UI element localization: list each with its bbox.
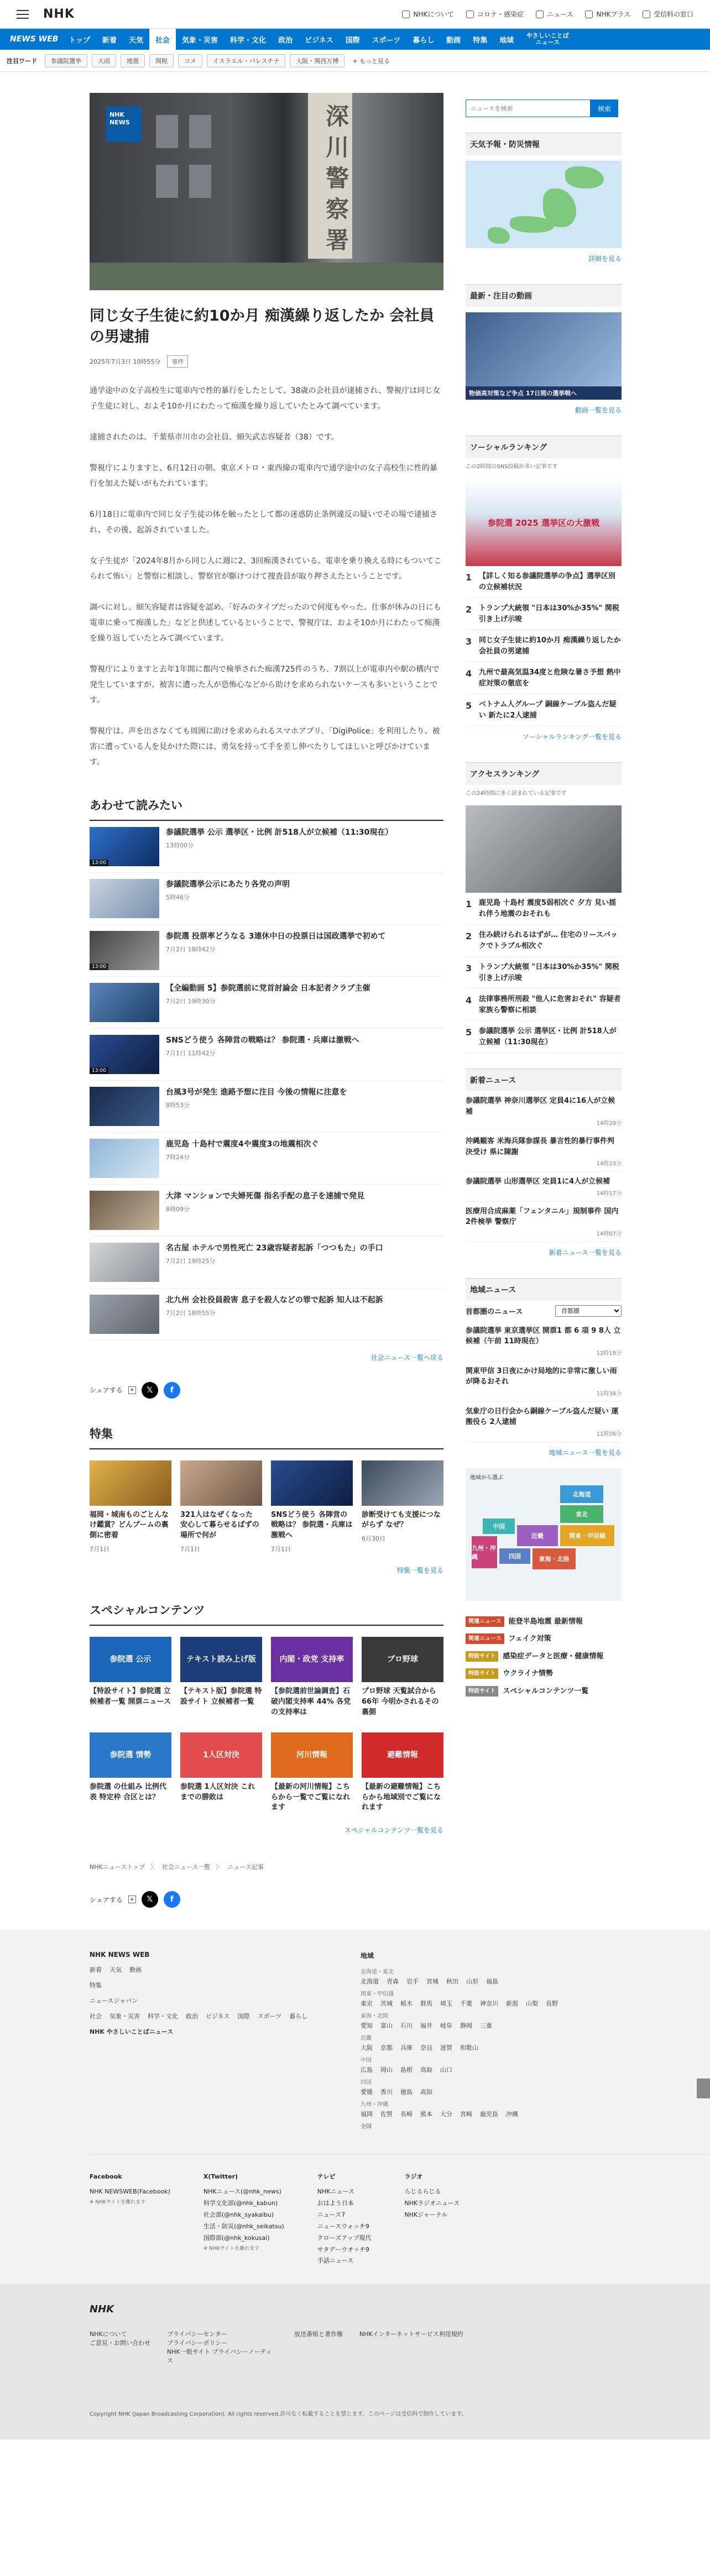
features-more-link[interactable]: 特集一覧を見る bbox=[396, 1567, 443, 1575]
region-tohoku[interactable]: 東北 bbox=[560, 1505, 604, 1523]
related-thumb: 13:00 bbox=[90, 827, 159, 866]
region-kinki[interactable]: 近畿 bbox=[516, 1525, 558, 1547]
footer-region-group bbox=[361, 2055, 587, 2074]
header-link-plus[interactable]: NHKプラス bbox=[585, 9, 630, 19]
footer-link[interactable]: 静岡 bbox=[460, 2022, 472, 2030]
footer-link[interactable]: 科学文化部(@nhk_kabun) bbox=[203, 2199, 278, 2207]
article-body bbox=[90, 383, 443, 770]
footer-link[interactable]: 新着 bbox=[90, 1966, 102, 1974]
footer-link[interactable]: 福島 bbox=[486, 1978, 498, 1986]
footer-region-group bbox=[361, 1989, 587, 2008]
latest-video-thumb[interactable]: 物価高対策など争点 17日間の選挙戦へ bbox=[466, 312, 622, 400]
new-news-box bbox=[466, 1069, 622, 1263]
link-icon bbox=[643, 11, 650, 18]
footer-link[interactable]: 宮崎 bbox=[460, 2111, 472, 2118]
feature-link[interactable]: 特設サイト 感染症データと医療・健康情報 bbox=[466, 1648, 622, 1666]
footer-link[interactable]: 生活・防災(@nhk_seikatsu) bbox=[203, 2222, 284, 2230]
footer-link[interactable]: 青森 bbox=[387, 1978, 399, 1986]
footer-link[interactable]: 全国 bbox=[361, 2124, 372, 2130]
article-paragraph: 警視庁は、声を出さなくても周囲に助けを求められるスマホアプリ、「DigiPolice」を利用したり、被害に遭っている人を見かけた際には、勇気を持って手を差し伸べたりしてほしいと呼びかけています。 bbox=[90, 726, 440, 767]
feature-link[interactable]: 特設サイト スペシャルコンテンツ一覧 bbox=[466, 1683, 622, 1700]
footer-region-group-name: 中国 bbox=[361, 2057, 372, 2064]
footer-region-groups bbox=[361, 1967, 587, 2118]
footer-region-group-name: 北海道・東北 bbox=[361, 1969, 394, 1976]
footer-link[interactable]: 徳島 bbox=[400, 2088, 413, 2096]
header-links bbox=[402, 9, 693, 19]
x-share-icon[interactable]: 𝕏 bbox=[142, 1382, 158, 1399]
related-item[interactable]: 13:00 SNSどう使う 各陣営の戦略は？ 参院選・兵庫は激戦へ 7月1日 11時42分 bbox=[90, 1029, 443, 1081]
footer-link[interactable]: NHKラジオニュース bbox=[404, 2199, 460, 2207]
footer-link[interactable]: 奈良 bbox=[420, 2044, 432, 2052]
footer-link[interactable]: クローズアップ現代 bbox=[317, 2234, 372, 2242]
footer-link[interactable]: ニュース7 bbox=[317, 2211, 346, 2218]
search-button[interactable]: 検索 bbox=[591, 100, 618, 117]
nav-brand[interactable]: NEWS WEB bbox=[10, 35, 59, 44]
footer bbox=[0, 1930, 710, 2284]
weather-more-link[interactable]: 詳細を見る bbox=[588, 255, 622, 263]
related-heading: あわせて読みたい bbox=[90, 797, 443, 821]
footer-link[interactable]: 京都 bbox=[380, 2044, 393, 2052]
footer-link[interactable]: 特集 bbox=[90, 1982, 102, 1989]
footer-link[interactable]: 東京 bbox=[361, 2000, 373, 2008]
news-item[interactable]: 参議院選挙 山形選挙区 定員1に4人が立候補 14時17分 bbox=[466, 1172, 622, 1202]
related-thumb bbox=[90, 1139, 159, 1178]
footer-link[interactable]: 動画 bbox=[129, 1966, 142, 1974]
footer-link[interactable]: らじるらじる bbox=[404, 2188, 441, 2196]
related-item[interactable]: 北九州 会社役員殺害 息子を殺人などの罪で起訴 知人は不起訴 7月2日 18時55分 bbox=[90, 1289, 443, 1341]
nav-item-politics[interactable]: 政治 bbox=[278, 36, 293, 45]
footer-link[interactable]: ビジネス bbox=[206, 2013, 230, 2020]
footer-link[interactable]: ニュースウォッチ9 bbox=[317, 2222, 369, 2230]
footer-link[interactable]: 愛媛 bbox=[361, 2088, 373, 2096]
keyword-chip[interactable]: 大阪・関西万博 bbox=[290, 54, 344, 67]
footer-link[interactable]: サタデーウオッチ9 bbox=[317, 2245, 369, 2253]
footer-link[interactable]: 放送番組と著作権 bbox=[294, 2331, 343, 2338]
footer-social bbox=[90, 2154, 710, 2284]
police-sign: 深川警察署 bbox=[308, 93, 352, 259]
nav-item-weather[interactable]: 天気 bbox=[129, 36, 144, 45]
special-card[interactable]: 参院選 情勢 参院選 の仕組み 比例代表 特定枠 合区とは？ bbox=[90, 1732, 171, 1814]
plus-icon[interactable]: + bbox=[128, 1386, 136, 1394]
regional-news-list bbox=[466, 1321, 622, 1442]
footer-link[interactable]: 滋賀 bbox=[440, 2044, 452, 2052]
article-paragraph: 女子生徒が「2024年8月から同じ人に週に2、3回痴漢されている。電車を乗り換える時にもついてこられて怖い」と警察に相談し、警察官が駆けつけて捜査員が取り押さえたということです。 bbox=[90, 556, 442, 581]
footer-heading: NHK NEWS WEB bbox=[90, 1951, 150, 1959]
keyword-chip[interactable]: 参議院選挙 bbox=[45, 54, 87, 67]
related-thumb bbox=[90, 1087, 159, 1126]
social-ranking-box bbox=[466, 436, 622, 747]
menu-icon[interactable] bbox=[17, 10, 29, 19]
region-chugoku[interactable]: 中国 bbox=[482, 1518, 515, 1535]
footer-link[interactable]: 天気 bbox=[109, 1966, 122, 1974]
breadcrumb-item: ニュース記事 bbox=[227, 1863, 264, 1871]
footer-link[interactable]: 長崎 bbox=[400, 2111, 413, 2118]
nav-item-international[interactable]: 国際 bbox=[345, 36, 360, 45]
ranking-item[interactable]: 4 法律事務所刑殺 "他人に危害おそれ" 容疑者家族ら警察に相談 bbox=[466, 989, 622, 1021]
footer-region-group bbox=[361, 2077, 587, 2096]
related-thumb: 13:00 bbox=[90, 931, 159, 970]
footer-region-group-name: 四国 bbox=[361, 2080, 372, 2086]
news-item[interactable]: 参議院選挙 神奈川選挙区 定員4に16人が立候補 14時29分 bbox=[466, 1091, 622, 1132]
footer-link[interactable]: ご意見・お問い合わせ bbox=[90, 2339, 150, 2347]
footer-link[interactable]: プライバシーセンター bbox=[167, 2331, 227, 2338]
footer-corporate-links bbox=[90, 2329, 710, 2365]
footer-link[interactable]: プライバシーポリシー bbox=[167, 2339, 228, 2347]
nav-item-new[interactable]: 新着 bbox=[102, 36, 117, 45]
footer-link[interactable]: 鹿児島 bbox=[480, 2111, 498, 2118]
special-grid bbox=[90, 1637, 443, 1813]
keyword-more-button[interactable]: + もっと見る bbox=[352, 57, 390, 65]
footer-region-group bbox=[361, 1967, 587, 1986]
footer-region-group-name: 東海・北陸 bbox=[361, 2013, 388, 2020]
link-icon bbox=[536, 11, 544, 18]
related-item[interactable]: 参議院選挙公示にあたり各党の声明 5時46分 bbox=[90, 873, 443, 925]
footer-link[interactable]: 暮らし bbox=[289, 2013, 308, 2020]
access-thumb[interactable] bbox=[466, 805, 622, 893]
footer-link[interactable]: 島根 bbox=[400, 2066, 413, 2074]
related-item[interactable]: 【全編動画 5】参院選前に党首討論会 日本記者クラブ主催 7月2日 19時30分 bbox=[90, 977, 443, 1029]
feature-link[interactable]: 関連ニュース フェイク対策 bbox=[466, 1630, 622, 1648]
footer-link[interactable]: 手話ニュース bbox=[317, 2257, 354, 2265]
footer-link[interactable]: 福井 bbox=[420, 2022, 432, 2030]
special-card[interactable]: テキスト読み上げ版 【テキスト版】参院選 特設サイト 立候補者一覧 bbox=[180, 1637, 262, 1718]
article-title: 同じ女子生徒に約10か月 痴漢繰り返したか 会社員の男逮捕 bbox=[90, 307, 435, 345]
link-icon bbox=[585, 11, 593, 18]
nav-item-life[interactable]: 暮らし bbox=[413, 36, 435, 45]
ranking-item[interactable]: 5 参議院選挙 公示 選挙区・比例 計518人が立候補（11:30現在） bbox=[466, 1021, 622, 1053]
feature-card[interactable]: 診断受けても支援につながらず なぜ？ 6月30日 bbox=[362, 1460, 443, 1554]
special-card[interactable]: 1人区対決 参院選 1人区対決 これまでの勝敗は bbox=[180, 1732, 262, 1814]
article-tag[interactable]: 事件 bbox=[167, 355, 188, 368]
article-paragraph: 調べに対し、細矢容疑者は容疑を認め、「好みのタイプだったので何度もやった。仕事が休みの日にも電車に乗って痴漢した」などと供述しているということで、警視庁は、およそ10か月にわたって痴漢を繰り返していたとみて調べています。 bbox=[90, 603, 441, 643]
footer-link[interactable]: 宮城 bbox=[426, 1978, 438, 1986]
footer-link[interactable]: 科学・文化 bbox=[148, 2013, 178, 2020]
share-bar bbox=[90, 1382, 443, 1399]
article-date: 2025年7月3日 10時55分 bbox=[90, 358, 161, 365]
related-more-link[interactable]: 社会ニュース一覧へ戻る bbox=[370, 1353, 443, 1362]
keyword-label: 注目ワード bbox=[7, 57, 37, 65]
nhk-news-badge: NHK NEWS bbox=[106, 107, 142, 142]
share-bar-bottom bbox=[90, 1891, 443, 1908]
nav-item-easy[interactable]: やさしいことば ニュース bbox=[526, 32, 569, 46]
footer-link[interactable]: 千葉 bbox=[460, 2000, 472, 2008]
special-card[interactable]: 参院選 公示 【特設サイト】参院選 立候補者一覧 開票ニュース bbox=[90, 1637, 171, 1718]
social-banner[interactable]: 参院選 2025 選挙区の大激戦 bbox=[466, 479, 622, 566]
footer-x: X(Twitter) NHKニュース(@nhk_news) 科学文化部(@nhk_kabun) 社会部(@nhk_syakaibu) 生活・防災(@nhk_seikatsu) 国際部(@nhk_kokusai) ※ NHKサイトを離れます bbox=[203, 2173, 284, 2252]
footer-link[interactable]: NHKインターネットサービス利用規約 bbox=[359, 2331, 463, 2338]
footer-region-links bbox=[361, 1951, 587, 2132]
access-ranking-box bbox=[466, 762, 622, 1053]
ranking-item[interactable]: 3 トランプ大統領 "日本は30%か35%" 関税引き上げ示唆 bbox=[466, 957, 622, 989]
footer-link[interactable]: 広島 bbox=[361, 2066, 373, 2074]
footer-heading: 地域 bbox=[361, 1952, 374, 1960]
article-paragraph: 通学途中の女子高校生に電車内で性的暴行をしたとして、38歳の会社員が逮捕され、警視庁は同じ女子生徒に対し、およそ10か月にわたって痴漢を繰り返していたとみて調べています。 bbox=[90, 386, 441, 411]
ranking-item[interactable]: 5 ベトナム人グループ 銅線ケーブル盗んだ疑い 新たに2人逮捕 bbox=[466, 694, 622, 726]
share-label: シェアする bbox=[90, 1386, 123, 1395]
ranking-item[interactable]: 2 トランプ大統領 "日本は30%か35%" 関税引き上げ示唆 bbox=[466, 598, 622, 630]
footer-link[interactable]: 岐阜 bbox=[440, 2022, 452, 2030]
footer-link[interactable]: 岡山 bbox=[380, 2066, 393, 2074]
special-card[interactable]: プロ野球 プロ野球 天覧試合から66年 今明かされるその裏側 bbox=[362, 1637, 443, 1718]
latest-more-link[interactable]: 動画一覧を見る bbox=[575, 406, 622, 414]
related-item[interactable]: 名古屋 ホテルで男性死亡 23歳容疑者起訴「つつもた」の手口 7月2日 19時25分 bbox=[90, 1237, 443, 1289]
region-kanto[interactable]: 関東・甲信越 bbox=[560, 1525, 615, 1547]
social-ranking-list bbox=[466, 566, 622, 726]
footer-nhk-logo[interactable]: NHK bbox=[90, 2303, 114, 2316]
special-card[interactable]: 避難情報 【最新の避難情報】こちらから地域別でご覧になれます bbox=[362, 1732, 443, 1814]
feature-card[interactable]: 321人はなぜくなった 安心して暮らせるばずの場所で何が 7月1日 bbox=[180, 1460, 262, 1554]
footer-link[interactable]: NHK一般サイト プライバシーノーティス bbox=[167, 2348, 272, 2365]
news-item[interactable]: 関東甲信 3日夜にかけ局地的に非常に激しい雨が降るおそれ 11時38分 bbox=[466, 1362, 622, 1402]
access-heading: アクセスランキング bbox=[466, 763, 622, 785]
keyword-chip[interactable]: コメ bbox=[178, 54, 202, 67]
link-icon bbox=[402, 11, 410, 18]
article-hero-image bbox=[90, 93, 443, 290]
nav-item-disaster[interactable]: 気象・災害 bbox=[182, 36, 218, 45]
footer-link[interactable]: NHKニュース bbox=[317, 2188, 354, 2196]
footer-link[interactable]: 和歌山 bbox=[460, 2044, 478, 2052]
footer-link[interactable]: 岩手 bbox=[406, 1978, 419, 1986]
latest-heading: 最新・注目の動画 bbox=[466, 285, 622, 307]
footer-link[interactable]: 兵庫 bbox=[400, 2044, 413, 2052]
footer-link[interactable]: ニュースジャパン bbox=[90, 1997, 138, 2005]
weather-map[interactable] bbox=[466, 161, 622, 248]
sidebar bbox=[466, 72, 622, 1908]
related-thumb: 13:00 bbox=[90, 1035, 159, 1074]
keyword-chip[interactable]: 大雨 bbox=[92, 54, 116, 67]
nav-item-top[interactable]: トップ bbox=[69, 36, 90, 45]
special-card[interactable]: 内閣・政党 支持率 【参院選前世論調査】石破内閣支持率 44% 各党の支持率は bbox=[271, 1637, 353, 1718]
breadcrumb-item[interactable]: NHKニューストップ bbox=[90, 1863, 145, 1871]
footer-link[interactable]: 福岡 bbox=[361, 2111, 373, 2118]
main-column bbox=[90, 72, 443, 1908]
share-label: シェアする bbox=[90, 1896, 123, 1904]
features-grid bbox=[90, 1460, 443, 1554]
nav-item-sports[interactable]: スポーツ bbox=[372, 36, 401, 45]
feature-link[interactable]: 関連ニュース 能登半島地震 最新情報 bbox=[466, 1613, 622, 1631]
footer-link[interactable]: 沖縄 bbox=[506, 2111, 518, 2118]
keyword-bar bbox=[0, 50, 710, 72]
footer-link[interactable]: NHK やさしいことばニュース bbox=[90, 2028, 174, 2036]
facebook-share-icon[interactable]: f bbox=[164, 1891, 180, 1908]
article-paragraph: 逮捕されたのは、千葉県市川市の会社員、細矢武志容疑者（38）です。 bbox=[90, 432, 339, 442]
footer-link[interactable]: 山口 bbox=[440, 2066, 452, 2074]
news-item[interactable]: 沖縄観客 米海兵隊参謀長 暴言性的暴行事件判決受け 県に陳謝 14時23分 bbox=[466, 1132, 622, 1172]
footer-link[interactable]: 熊本 bbox=[420, 2111, 432, 2118]
news-item[interactable]: 参議院選挙 東京選挙区 開票1 都 6 項 9 8人 立候補（午前 11時現在） 12時18分 bbox=[466, 1321, 622, 1362]
footer-link[interactable]: 社会部(@nhk_syakaibu) bbox=[203, 2211, 274, 2218]
breadcrumb: NHKニューストップ 〉 社会ニュース一覧 〉 ニュース記事 bbox=[90, 1863, 264, 1871]
footer-link[interactable]: 石川 bbox=[400, 2022, 413, 2030]
related-thumb bbox=[90, 983, 159, 1022]
footer-region-group-name: 関東・甲信越 bbox=[361, 1991, 394, 1998]
footer-link[interactable]: 高知 bbox=[420, 2088, 432, 2096]
keyword-chip[interactable]: 地震 bbox=[121, 54, 145, 67]
footer-link[interactable]: 北海道 bbox=[361, 1978, 379, 1986]
related-item[interactable]: 13:00 参議院選挙 公示 選挙区・比例 計518人が立候補（11:30現在） 13時00分 bbox=[90, 821, 443, 873]
facebook-share-icon[interactable]: f bbox=[164, 1382, 180, 1399]
related-list bbox=[90, 821, 443, 1341]
region-tokai[interactable]: 東海・北陸 bbox=[532, 1548, 576, 1570]
article-paragraph: 警視庁によりますと去年1年間に都内で検挙された痴漢725件のうち、7割以上が電車内や駅の構内で発生していますが、被害に遭った人が恐怖心などから助けを求められないケースも多いということです。 bbox=[90, 664, 440, 705]
keyword-chip[interactable]: 関税 bbox=[149, 54, 174, 67]
footer-link[interactable]: 愛知 bbox=[361, 2022, 373, 2030]
region-map-label: 地域から選ぶ bbox=[470, 1474, 503, 1481]
ranking-item[interactable]: 1 鹿児島 十島村 震度5弱相次ぐ 夕方 見い揺れ伴う地震のおそれも bbox=[466, 893, 622, 925]
news-item[interactable]: 気象庁の日行会から銅線ケーブル盗んだ疑い 運搬役ら 2人逮捕 11時26分 bbox=[466, 1402, 622, 1442]
region-select[interactable] bbox=[555, 1305, 622, 1317]
nav-item-society[interactable]: 社会 bbox=[149, 29, 176, 50]
footer-link[interactable]: NHK NEWSWEB(Facebook) bbox=[90, 2188, 170, 2196]
header-link-fee[interactable]: 受信料の窓口 bbox=[643, 9, 693, 19]
feature-card[interactable]: SNSどう使う 各陣営の戦略は？ 参院選・兵庫は激戦へ 7月1日 bbox=[271, 1460, 353, 1554]
footer-link[interactable]: 佐賀 bbox=[380, 2111, 393, 2118]
latest-video-box bbox=[466, 284, 622, 420]
footer-link[interactable]: 富山 bbox=[380, 2022, 393, 2030]
search-form bbox=[466, 100, 622, 117]
new-more-link[interactable]: 新着ニュース一覧を見る bbox=[549, 1248, 622, 1256]
footer-link[interactable]: 埼玉 bbox=[440, 2000, 452, 2008]
ranking-item[interactable]: 2 住み続けられるはずが… 住宅のリースバックでトラブル相次ぐ bbox=[466, 925, 622, 957]
article-paragraph: 6月18日に電車内で同じ女子生徒の体を触ったとして都の迷惑防止条例違反の疑いでその場で逮捕され、その後、起訴されていました。 bbox=[90, 510, 437, 535]
footer-link[interactable]: 国際部(@nhk_kokusai) bbox=[203, 2234, 270, 2242]
region-hokkaido[interactable]: 北海道 bbox=[560, 1485, 604, 1504]
footer-link[interactable]: 栃木 bbox=[400, 2000, 413, 2008]
footer-link[interactable]: 三重 bbox=[480, 2022, 492, 2030]
related-thumb bbox=[90, 1191, 159, 1230]
new-news-list bbox=[466, 1091, 622, 1242]
footer-link[interactable]: 山梨 bbox=[526, 2000, 538, 2008]
nav-item-feature[interactable]: 特集 bbox=[473, 36, 488, 45]
footer-news-links bbox=[90, 1951, 316, 2132]
search-input[interactable] bbox=[466, 100, 591, 117]
region-map bbox=[466, 1468, 622, 1601]
regional-box bbox=[466, 1278, 622, 1601]
ranking-item[interactable]: 3 同じ女子生徒に約10か月 痴漢繰り返したか 会社員の男逮捕 bbox=[466, 630, 622, 662]
keyword-chip[interactable]: イスラエル・パレスチナ bbox=[207, 54, 285, 67]
weather-heading: 天気予報・防災情報 bbox=[466, 133, 622, 155]
nav-item-business[interactable]: ビジネス bbox=[305, 36, 333, 45]
header-link-news[interactable]: ニュース bbox=[536, 9, 573, 19]
footer-link[interactable]: 社会 bbox=[90, 2013, 102, 2020]
special-card[interactable]: 河川情報 【最新の河川情報】こちらから一覧でご覧になれます bbox=[271, 1732, 353, 1814]
nav-item-video[interactable]: 動画 bbox=[446, 36, 461, 45]
link-icon bbox=[466, 11, 474, 18]
top-bar bbox=[0, 0, 710, 29]
footer-link[interactable]: 大阪 bbox=[361, 2044, 373, 2052]
footer-radio: ラジオ らじるらじる NHKラジオニュース NHKジャーナル bbox=[404, 2171, 460, 2267]
footer-link[interactable]: 神奈川 bbox=[480, 2000, 498, 2008]
related-thumb bbox=[90, 1295, 159, 1334]
news-item[interactable]: 医療用合成麻薬「フェンタニル」規制事件 国内2件検挙 警察庁 14時07分 bbox=[466, 1202, 622, 1242]
footer-link[interactable]: 新潟 bbox=[506, 2000, 518, 2008]
ranking-item[interactable]: 4 九州で最高気温34度と危険な暑さ予想 熱中症対策の徹底を bbox=[466, 662, 622, 694]
ranking-item[interactable]: 1 【詳しく知る参議院選挙の争点】選挙区別の立候補状況 bbox=[466, 566, 622, 598]
footer-region-group-name: 近畿 bbox=[361, 2035, 372, 2042]
footer-link[interactable]: 気象・災害 bbox=[109, 2013, 140, 2020]
related-item[interactable]: 鹿児島 十島村で震度4や震度3の地震相次ぐ 7時24分 bbox=[90, 1133, 443, 1185]
header-link-about[interactable]: NHKについて bbox=[402, 9, 454, 19]
copyright: Copyright NHK (Japan Broadcasting Corporation). All rights reserved.許可なく転載することを禁じます。このページは受信料で制作しています。 bbox=[90, 2411, 467, 2418]
region-kyushu[interactable]: 九州・沖縄 bbox=[471, 1536, 498, 1569]
regional-heading: 地域ニュース bbox=[466, 1279, 622, 1301]
feature-link[interactable]: 特設サイト ウクライナ情勢 bbox=[466, 1665, 622, 1683]
footer-link[interactable]: 山形 bbox=[466, 1978, 478, 1986]
region-shikoku[interactable]: 四国 bbox=[499, 1548, 531, 1564]
footer-link[interactable]: 群馬 bbox=[420, 2000, 432, 2008]
x-share-icon[interactable]: 𝕏 bbox=[142, 1891, 158, 1908]
special-more-link[interactable]: スペシャルコンテンツ一覧を見る bbox=[344, 1826, 443, 1835]
feature-links bbox=[466, 1613, 622, 1700]
regional-row bbox=[466, 1301, 622, 1321]
social-heading: ソーシャルランキング bbox=[466, 436, 622, 458]
footer-link[interactable]: 国際 bbox=[237, 2013, 250, 2020]
article-paragraph: 警視庁によりますと、6月12日の朝、東京メトロ・東西線の電車内で通学途中の女子高校生に性的暴行を加えた疑いがもたれています。 bbox=[90, 463, 437, 488]
header-link-corona[interactable]: コロナ・感染症 bbox=[466, 9, 524, 19]
article-meta bbox=[90, 355, 443, 368]
footer-link[interactable]: 長野 bbox=[546, 2000, 558, 2008]
footer-facebook: Facebook NHK NEWSWEB(Facebook) ※ NHKサイトを離れます bbox=[90, 2173, 170, 2205]
page-top-button[interactable] bbox=[697, 2078, 710, 2098]
footer-link[interactable]: 香川 bbox=[380, 2088, 393, 2096]
weather-box bbox=[466, 133, 622, 269]
related-thumb bbox=[90, 879, 159, 918]
footer-link[interactable]: NHKジャーナル bbox=[404, 2211, 448, 2218]
social-sub: この2時間のSNS投稿が多い記事です bbox=[466, 464, 558, 470]
plus-icon[interactable]: + bbox=[128, 1896, 136, 1903]
footer-link[interactable]: 秋田 bbox=[446, 1978, 458, 1986]
footer-region-group bbox=[361, 2099, 587, 2118]
footer-region-group-name: 九州・沖縄 bbox=[361, 2102, 388, 2108]
access-sub: この24時間に多く読まれている記事です bbox=[466, 790, 567, 797]
nav-item-science[interactable]: 科学・文化 bbox=[230, 36, 267, 45]
footer-region-group bbox=[361, 2011, 587, 2030]
access-ranking-list bbox=[466, 893, 622, 1053]
related-item[interactable]: 13:00 参院選 投票率どうなる 3連休中日の投票日は国政選挙で初めて 7月2日 18時42分 bbox=[90, 925, 443, 977]
regional-row-label: 首都圏のニュース bbox=[466, 1307, 523, 1316]
special-heading: スペシャルコンテンツ bbox=[90, 1601, 443, 1626]
footer-link[interactable]: スポーツ bbox=[257, 2013, 282, 2020]
footer-corporate bbox=[0, 2284, 710, 2439]
new-heading: 新着ニュース bbox=[466, 1069, 622, 1091]
footer-region-group bbox=[361, 2033, 587, 2052]
footer-tv: テレビ NHKニュース おはよう日本 ニュース7 ニュースウォッチ9 クローズアップ現代 サタデーウオッチ9 手話ニュース bbox=[317, 2171, 372, 2267]
related-thumb bbox=[90, 1243, 159, 1282]
footer-link[interactable]: おはよう日本 bbox=[317, 2199, 354, 2207]
footer-link[interactable]: 政治 bbox=[186, 2013, 198, 2020]
nav-item-region[interactable]: 地域 bbox=[499, 36, 514, 45]
features-heading: 特集 bbox=[90, 1425, 443, 1449]
footer-link[interactable]: NHKについて bbox=[90, 2331, 127, 2338]
footer-link[interactable]: 茨城 bbox=[380, 2000, 393, 2008]
social-more-link[interactable]: ソーシャルランキング一覧を見る bbox=[522, 733, 622, 741]
footer-link[interactable]: 鳥取 bbox=[420, 2066, 432, 2074]
footer-link[interactable]: NHKニュース(@nhk_news) bbox=[203, 2188, 281, 2196]
related-item[interactable]: 台風3号が発生 進路予想に注目 今後の情報に注意を 8時53分 bbox=[90, 1081, 443, 1133]
nhk-logo[interactable]: NHK bbox=[43, 7, 75, 21]
regional-more-link[interactable]: 地域ニュース一覧を見る bbox=[549, 1448, 622, 1457]
footer-link[interactable]: 大分 bbox=[440, 2111, 452, 2118]
feature-card[interactable]: 福岡・城南ものごとんなけ鑑賞？どんブームの裏側に密着 7月1日 bbox=[90, 1460, 171, 1554]
main-nav bbox=[0, 29, 710, 50]
breadcrumb-item[interactable]: 社会ニュース一覧 bbox=[161, 1863, 211, 1871]
related-item[interactable]: 大津 マンションで夫婦死傷 指名手配の息子を速捕で発見 8時09分 bbox=[90, 1185, 443, 1237]
